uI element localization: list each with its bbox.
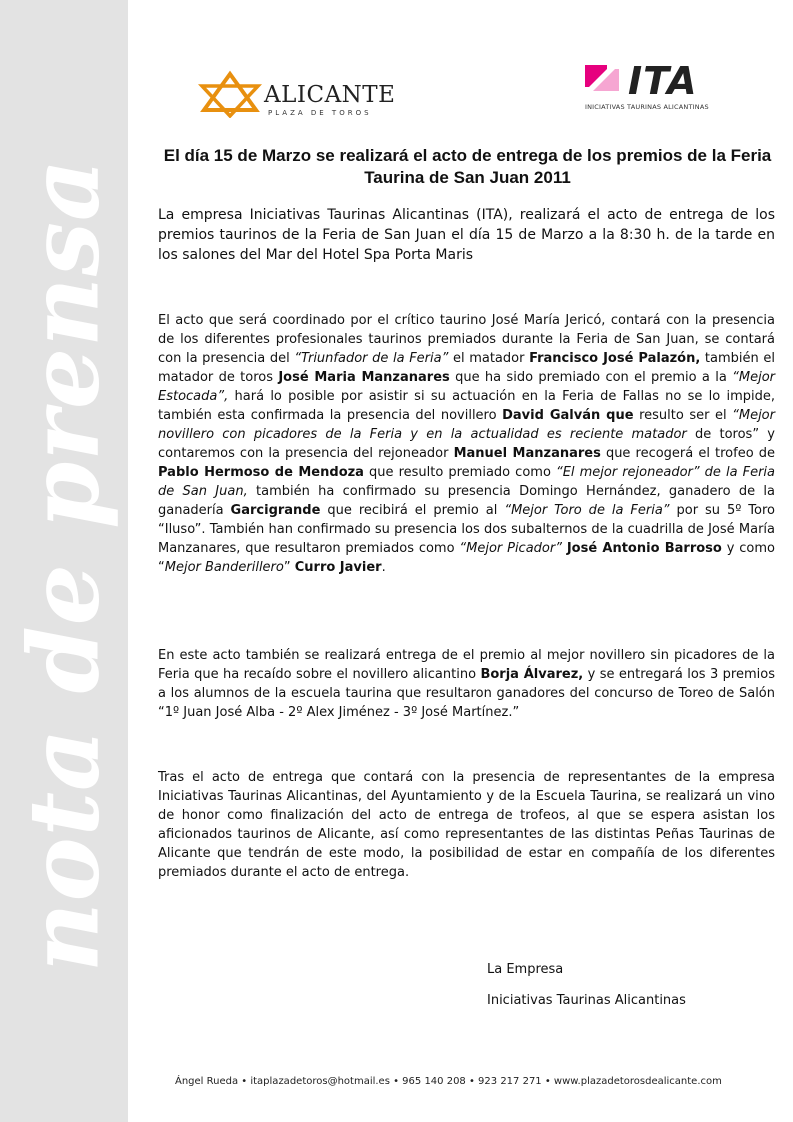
italic-text: Mejor Banderillero bbox=[164, 560, 284, 575]
text-run: el matador bbox=[448, 351, 530, 366]
italic-text: “Triunfador de la Feria” bbox=[294, 351, 449, 366]
text-run: El acto que será coordinado por el crítico taurino José María Jericó, contará con la presencia de los diferentes profesionales taurinos premiados durante la Feria de San Juan, se contará con la presencia del bbox=[158, 313, 775, 366]
text-run: de toros” y contaremos con la presencia del rejoneador bbox=[158, 427, 775, 461]
bold-text: José Maria Manzanares bbox=[278, 370, 450, 385]
text-run: también el matador de toros bbox=[158, 351, 775, 385]
bold-text: Manuel Manzanares bbox=[453, 446, 601, 461]
italic-text: “Mejor Toro de la Feria” bbox=[504, 503, 670, 518]
text-run: Tras el acto de entrega que contará con la presencia de representantes de la empresa Iniciativas Taurinas Alicantinas, del Ayuntamiento y de la Escuela Taurina, se realizará un vino de honor como finalización del acto de entrega de trofeos, al que se espera asistan los aficionados taurinos de Alicante, así como representantes de las distintas Peñas Taurinas de Alicante que tendrán de este modo, la posibilidad de estar en compañía de los diferentes premiados durante el acto de entrega. bbox=[158, 770, 775, 880]
text-run: por su 5º Toro “Iluso”. También han confirmado su presencia los dos subalternos de la cuadrilla de José María Manzanares, que resultaron premiados como bbox=[158, 503, 775, 556]
star-emblem-icon bbox=[198, 70, 262, 118]
text-run: que resulto premiado como bbox=[363, 465, 556, 480]
ita-logo-subtitle: INICIATIVAS TAURINAS ALICANTINAS bbox=[585, 103, 709, 111]
ita-logo bbox=[585, 59, 745, 120]
ita-mark-icon bbox=[585, 65, 625, 101]
body-paragraph-2 bbox=[158, 646, 775, 722]
text-run: que ha sido premiado con el premio a la bbox=[449, 370, 733, 385]
bold-text: Pablo Hermoso de Mendoza bbox=[158, 465, 364, 480]
sidebar-band bbox=[0, 0, 128, 1122]
italic-text: “Mejor Estocada”, bbox=[158, 370, 775, 404]
italic-text: “Mejor Picador” bbox=[459, 541, 562, 556]
italic-text: “Mejor novillero con picadores de la Feria y en la actualidad es reciente matador bbox=[158, 408, 775, 442]
bold-text: Francisco José Palazón, bbox=[529, 351, 701, 366]
text-run: y se entregará los 3 premios a los alumnos de la escuela taurina que resultaron ganadores del concurso de Toreo de Salón “1º Juan José Alba - 2º Alex Jiménez - 3º José Martínez.” bbox=[158, 667, 775, 720]
bold-text: José Antonio Barroso bbox=[566, 541, 722, 556]
ita-logo-name: ITA bbox=[628, 59, 698, 103]
text-run: que recibirá el premio al bbox=[320, 503, 505, 518]
lead-paragraph: La empresa Iniciativas Taurinas Alicantinas (ITA), realizará el acto de entrega de los premios taurinos de la Feria de San Juan el día 15 de Marzo a la 8:30 h. de la tarde en los salones del Mar del Hotel Spa Porta Maris bbox=[158, 207, 775, 263]
text-run: también ha confirmado su presencia Domingo Hernández, ganadero de la ganadería bbox=[158, 484, 775, 518]
bold-text: Borja Álvarez, bbox=[480, 667, 584, 682]
body-paragraph-1 bbox=[158, 311, 775, 577]
text-run: resulto ser el bbox=[633, 408, 733, 423]
page-title: El día 15 de Marzo se realizará el acto de entrega de los premios de la Feria Taurina de San Juan 2011 bbox=[163, 146, 772, 187]
signature-line-2: Iniciativas Taurinas Alicantinas bbox=[487, 993, 686, 1008]
alicante-logo bbox=[198, 70, 418, 120]
text-run: . bbox=[381, 560, 386, 575]
footer-contact: Ángel Rueda • itaplazadetoros@hotmail.es • 965 140 208 • 923 217 271 • www.plazadetorosdealicante.com bbox=[175, 1076, 722, 1087]
text-run: y como “ bbox=[158, 541, 775, 575]
bold-text: David Galván que bbox=[502, 408, 634, 423]
text-run: hará lo posible por asistir si su actuación en la Feria de Fallas no se lo impide, también esta confirmada la presencia del novillero bbox=[158, 389, 775, 423]
signature-line-1: La Empresa bbox=[487, 962, 564, 977]
bold-text: Curro Javier bbox=[294, 560, 382, 575]
text-run: que recogerá el trofeo de bbox=[600, 446, 775, 461]
alicante-logo-subtitle: PLAZA DE TOROS bbox=[268, 109, 372, 117]
text-run: En este acto también se realizará entrega de el premio al mejor novillero sin picadores de la Feria que ha recaído sobre el novillero alicantino bbox=[158, 648, 775, 682]
bold-text: Garcigrande bbox=[230, 503, 321, 518]
alicante-logo-name: ALICANTE bbox=[264, 82, 396, 108]
body-paragraph-3 bbox=[158, 768, 775, 882]
text-run: ” bbox=[283, 560, 295, 575]
italic-text: “El mejor rejoneador” de la Feria de San Juan, bbox=[158, 465, 776, 499]
sidebar-label: nota de prensa bbox=[7, 157, 121, 973]
